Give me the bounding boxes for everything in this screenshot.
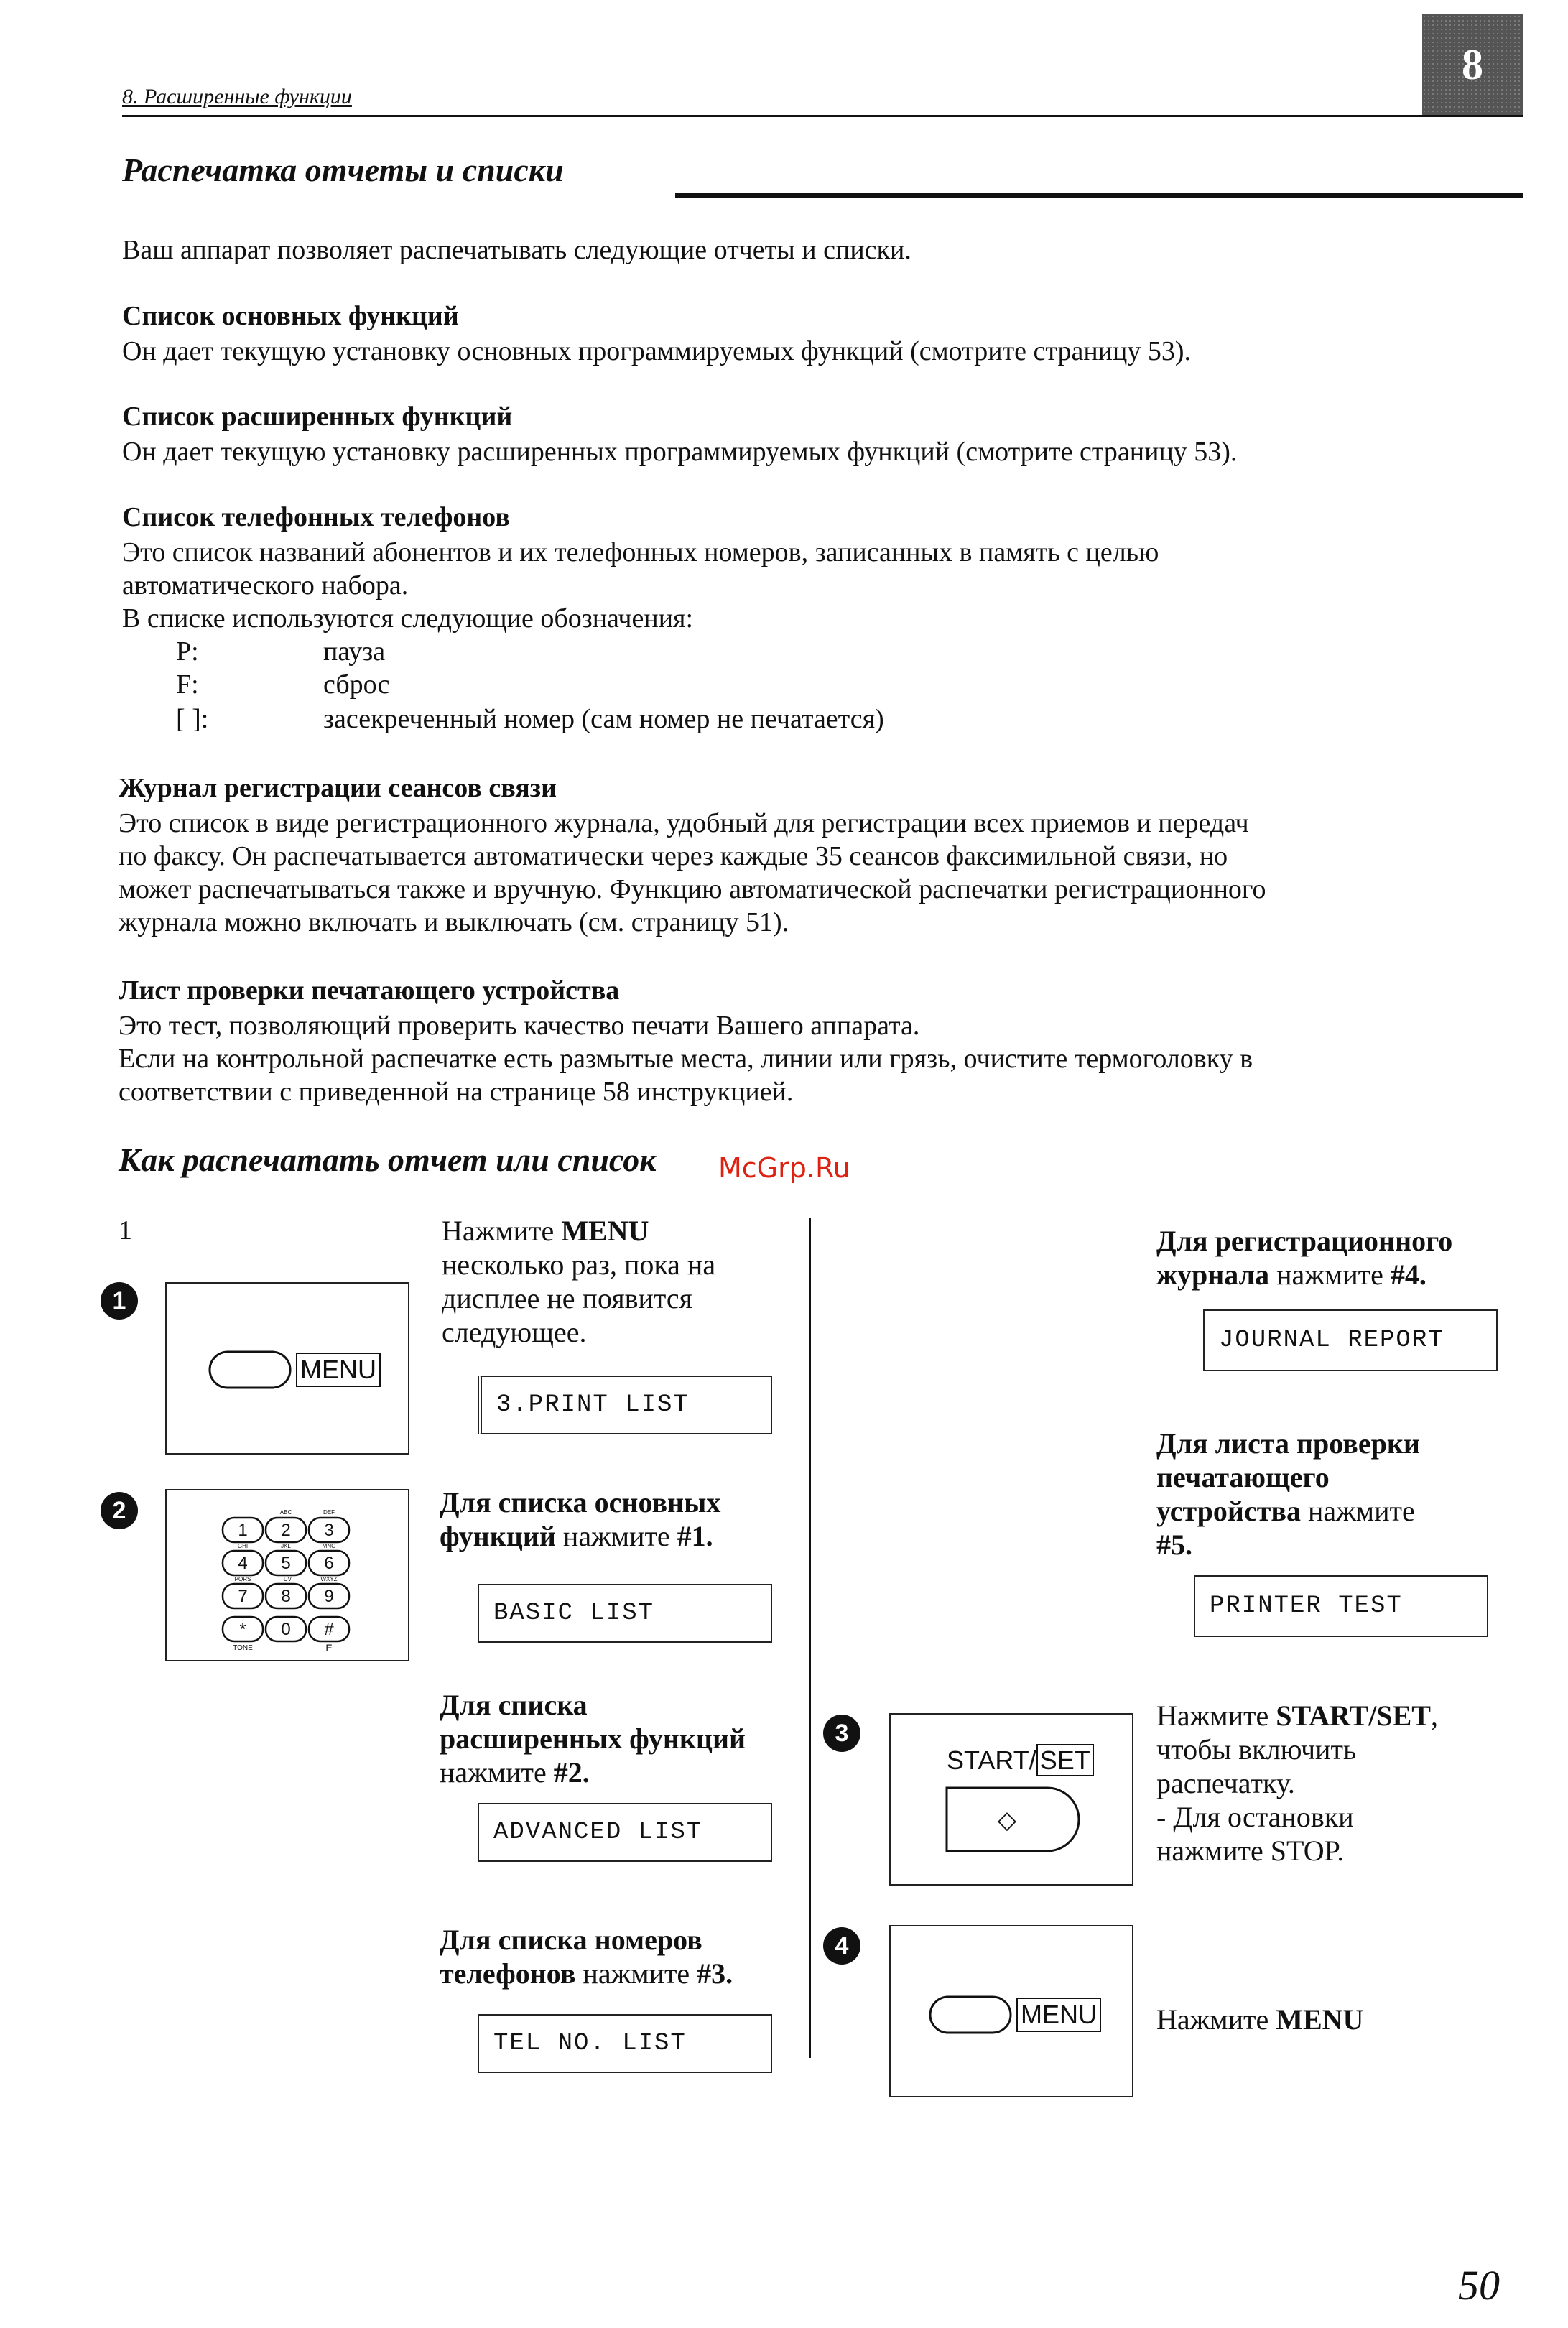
section-title: Распечатка отчеты и списки xyxy=(122,152,564,188)
display-printer-test: PRINTER TEST xyxy=(1194,1575,1488,1637)
how-to-title: Как распечатать отчет или список xyxy=(119,1141,657,1178)
step-1-text-line1: Нажмите MENU xyxy=(442,1215,649,1247)
opt1-title1: Для списка основных xyxy=(440,1486,721,1518)
keypad-tone-label: TONE xyxy=(233,1644,253,1652)
keypad-key: 5 xyxy=(281,1554,291,1573)
phone-list-line1: Это список названий абонентов и их телефонных номеров, записанных в память с целью xyxy=(122,537,1159,567)
keypad-letters: JKL xyxy=(281,1543,291,1549)
display-advanced-list: ADVANCED LIST xyxy=(478,1803,772,1862)
opt2-press: нажмите #2. xyxy=(440,1756,590,1789)
step-3-marker: 3 xyxy=(823,1715,860,1752)
display-basic-list: BASIC LIST xyxy=(478,1584,772,1643)
keypad-key: 1 xyxy=(238,1521,248,1540)
menu-key-label: MENU xyxy=(1016,1998,1101,2032)
keypad-letters: TUV xyxy=(280,1576,292,1582)
keypad-key: 9 xyxy=(324,1587,334,1606)
printer-test-title: Лист проверки печатающего устройства xyxy=(119,975,620,1006)
step-1-text-line3: дисплее не появится xyxy=(442,1282,693,1314)
journal-line2: по факсу. Он распечатывается автоматически через каждые 35 сеансов факсимильной связи, но xyxy=(119,841,1228,871)
keypad-letters: DEF xyxy=(323,1509,335,1516)
keypad-key: 4 xyxy=(238,1554,248,1573)
menu-panel xyxy=(165,1282,409,1455)
keypad-letters: MNO xyxy=(322,1543,336,1549)
keypad-key: 8 xyxy=(281,1587,291,1606)
opt3-title2: телефонов нажмите #3. xyxy=(440,1957,733,1990)
keypad-panel xyxy=(165,1489,409,1661)
legend-meaning: сброс xyxy=(323,669,390,700)
display-print-list: 3.PRINT LIST xyxy=(478,1376,772,1434)
journal-line4: журнала можно включать и выключать (см. страницу 51). xyxy=(119,907,789,937)
phone-list-line2: автоматического набора. xyxy=(122,570,409,600)
display-journal-report: JOURNAL REPORT xyxy=(1203,1309,1498,1371)
opt4-title1: Для регистрационного xyxy=(1156,1225,1453,1257)
keypad-letters: GHI xyxy=(237,1543,249,1549)
legend-symbol: P: xyxy=(176,636,199,667)
opt5-title3: устройства нажмите xyxy=(1156,1495,1415,1527)
menu-panel-step4 xyxy=(889,1925,1133,2097)
chapter-header: 8. Расширенные функции xyxy=(122,85,352,108)
step-4-marker: 4 xyxy=(823,1927,860,1965)
keypad-key: # xyxy=(324,1620,334,1639)
keypad-key: 0 xyxy=(281,1620,291,1639)
opt5-key: #5. xyxy=(1156,1529,1192,1561)
legend-symbol: [ ]: xyxy=(176,704,209,734)
keypad-key: 6 xyxy=(324,1554,334,1573)
phone-list-line3: В списке используются следующие обозначения: xyxy=(122,603,694,634)
keypad-e-label: E xyxy=(325,1642,333,1654)
step-4-text: Нажмите MENU xyxy=(1156,2003,1364,2036)
keypad-key: * xyxy=(239,1620,246,1639)
opt2-title2: расширенных функций xyxy=(440,1722,746,1755)
start-symbol-icon: ◇ xyxy=(997,1806,1017,1835)
printer-test-line1: Это тест, позволяющий проверить качество печати Вашего аппарата. xyxy=(119,1011,920,1041)
step-1-text-line4: следующее. xyxy=(442,1316,587,1348)
phone-list-title: Список телефонных телефонов xyxy=(122,502,510,532)
opt1-title2: функций нажмите #1. xyxy=(440,1520,713,1552)
step-1-marker: 1 xyxy=(101,1282,138,1320)
keypad-key: 3 xyxy=(324,1521,334,1540)
stray-number: 1 xyxy=(119,1215,132,1246)
keypad-letters: PQRS xyxy=(234,1576,251,1582)
keypad-key: 7 xyxy=(238,1587,248,1606)
opt4-title2: журнала нажмите #4. xyxy=(1156,1258,1426,1291)
basic-list-title: Список основных функций xyxy=(122,301,459,331)
keypad-illustration xyxy=(167,1490,408,1660)
step-3-line3: распечатку. xyxy=(1156,1767,1295,1799)
watermark: McGrp.Ru xyxy=(718,1152,850,1184)
intro-text: Ваш аппарат позволяет распечатывать следующие отчеты и списки. xyxy=(122,235,911,265)
menu-key-label: MENU xyxy=(296,1353,381,1387)
display-tel-no-list: TEL NO. LIST xyxy=(478,2014,772,2073)
opt5-title1: Для листа проверки xyxy=(1156,1427,1420,1460)
section-title-rule xyxy=(675,193,1523,198)
legend-symbol: F: xyxy=(176,669,199,700)
keypad-letters: WXYZ xyxy=(320,1576,338,1582)
chapter-tab: 8 xyxy=(1422,14,1523,115)
advanced-list-title: Список расширенных функций xyxy=(122,402,513,432)
start-set-label: START/ SET xyxy=(947,1745,1094,1776)
column-divider xyxy=(809,1218,811,2058)
step-3-line2: чтобы включить xyxy=(1156,1733,1357,1766)
printer-test-line3: соответствии с приведенной на странице 58 инструкцией. xyxy=(119,1077,794,1107)
opt5-title2: печатающего xyxy=(1156,1461,1330,1493)
journal-line1: Это список в виде регистрационного журнала, удобный для регистрации всех приемов и передач xyxy=(119,808,1249,838)
journal-title: Журнал регистрации сеансов связи xyxy=(119,773,557,803)
start-set-button-illustration xyxy=(891,1715,1132,1884)
printer-test-line2: Если на контрольной распечатке есть размытые места, линии или грязь, очистите термоголовку в xyxy=(119,1044,1253,1074)
keypad-key: 2 xyxy=(281,1521,291,1540)
start-set-panel xyxy=(889,1713,1133,1886)
step-3-line5: нажмите STOP. xyxy=(1156,1835,1345,1867)
step-2-marker: 2 xyxy=(101,1492,138,1529)
step-3-line1: Нажмите START/SET, xyxy=(1156,1699,1438,1732)
step-1-text-line2: несколько раз, пока на xyxy=(442,1248,716,1281)
opt2-title1: Для списка xyxy=(440,1689,588,1721)
opt3-title1: Для списка номеров xyxy=(440,1924,702,1956)
legend-meaning: пауза xyxy=(323,636,386,667)
basic-list-text: Он дает текущую установку основных программируемых функций (смотрите страницу 53). xyxy=(122,336,1192,366)
journal-line3: может распечатываться также и вручную. Функцию автоматической распечатки регистрационного xyxy=(119,874,1266,904)
advanced-list-text: Он дает текущую установку расширенных программируемых функций (смотрите страницу 53). xyxy=(122,437,1238,467)
legend-meaning: засекреченный номер (сам номер не печатается) xyxy=(323,704,884,734)
keypad-letters: ABC xyxy=(279,1509,292,1516)
page-number: 50 xyxy=(1458,2262,1500,2309)
step-3-line4: - Для остановки xyxy=(1156,1801,1354,1833)
header-rule xyxy=(122,115,1523,117)
